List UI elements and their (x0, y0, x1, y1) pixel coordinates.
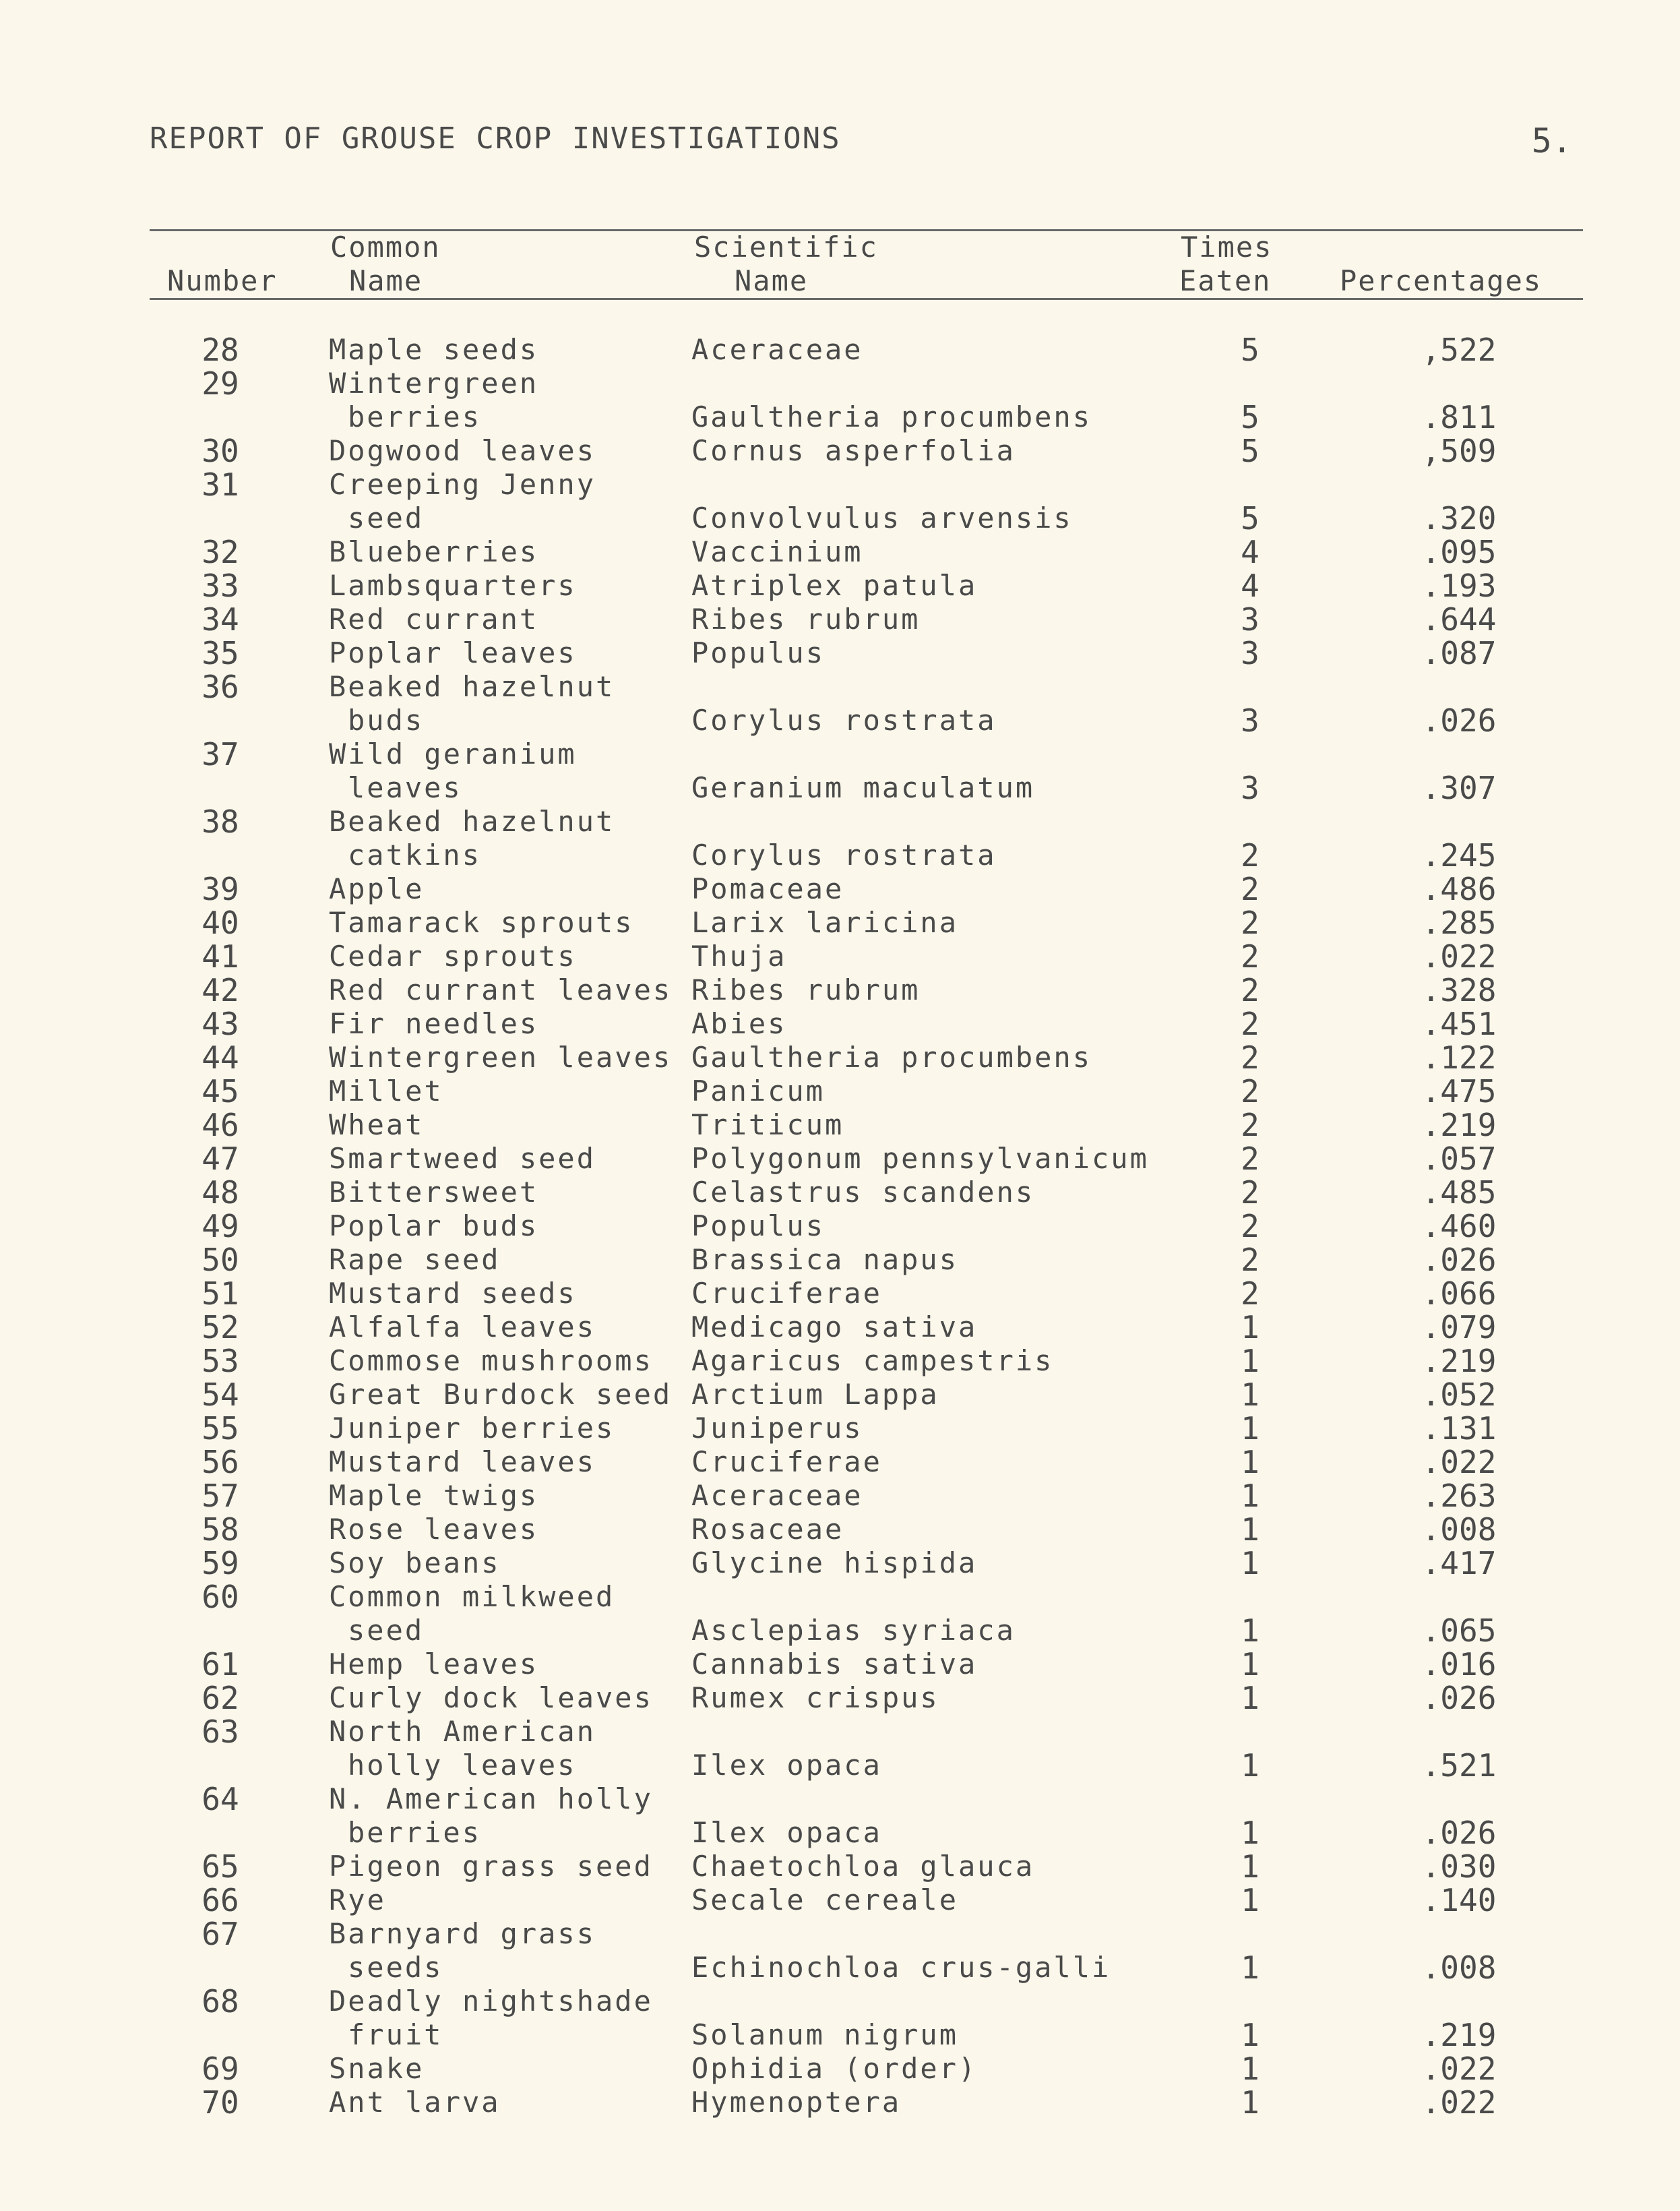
percentage: .026 (1421, 1680, 1497, 1716)
times-eaten: 1 (1241, 1949, 1259, 1986)
scientific-name: Aceraceae (691, 1479, 863, 1512)
table-row (0, 1513, 1680, 1546)
common-name: Blueberries (329, 535, 539, 568)
table-row-continuation (0, 704, 1680, 737)
table-row (0, 1142, 1680, 1176)
row-number: 29 (201, 365, 239, 402)
times-eaten: 2 (1241, 972, 1259, 1008)
row-number: 69 (201, 2051, 239, 2087)
table-row (0, 872, 1680, 906)
scientific-name: Rumex crispus (691, 1681, 939, 1714)
row-number: 44 (201, 1039, 239, 1076)
row-number: 56 (201, 1444, 239, 1480)
row-number: 68 (201, 1983, 239, 2020)
times-eaten: 1 (1241, 1680, 1259, 1716)
scientific-name: Ilex opaca (691, 1749, 882, 1782)
common-name: holly leaves (348, 1749, 577, 1782)
common-name: leaves (348, 771, 462, 804)
times-eaten: 2 (1241, 1039, 1259, 1076)
times-eaten: 2 (1241, 837, 1259, 874)
row-number: 58 (201, 1511, 239, 1548)
row-number: 46 (201, 1107, 239, 1143)
common-name: berries (348, 1816, 482, 1849)
percentage: .219 (1421, 2017, 1497, 2053)
percentage: .066 (1421, 1275, 1497, 1312)
scientific-name: Triticum (691, 1108, 844, 1141)
table-row (0, 1310, 1680, 1344)
table-row-continuation (0, 2018, 1680, 2052)
table-row (0, 1479, 1680, 1513)
common-name: Deadly nightshade (329, 1985, 653, 2018)
times-eaten: 5 (1241, 399, 1259, 435)
times-eaten: 1 (1241, 1376, 1259, 1413)
row-number: 49 (201, 1208, 239, 1244)
times-eaten: 2 (1241, 1242, 1259, 1278)
table-row (0, 1850, 1680, 1883)
scientific-name: Ilex opaca (691, 1816, 882, 1849)
common-name: North American (329, 1715, 596, 1748)
scientific-name: Ophidia (order) (691, 2052, 978, 2085)
percentage: .022 (1421, 1444, 1497, 1480)
report-title: REPORT OF GROUSE CROP INVESTIGATIONS (150, 121, 841, 156)
table-row (0, 940, 1680, 973)
percentage: .022 (1421, 938, 1497, 975)
scientific-name: Asclepias syriaca (691, 1614, 1016, 1647)
common-name: Wild geranium (329, 737, 577, 770)
common-name: Maple twigs (329, 1479, 539, 1512)
table-row-continuation (0, 1749, 1680, 1782)
scientific-name: Ribes rubrum (691, 973, 921, 1006)
common-name: Commose mushrooms (329, 1344, 653, 1377)
percentage: .811 (1421, 399, 1497, 435)
column-header-common-line1: Common (330, 231, 441, 264)
common-name: Rape seed (329, 1243, 501, 1276)
percentage: .263 (1421, 1478, 1497, 1514)
table-row (0, 1883, 1680, 1917)
scientific-name: Convolvulus arvensis (691, 502, 1073, 535)
column-header-common-line2: Name (349, 264, 423, 297)
row-number: 59 (201, 1545, 239, 1581)
scientific-name: Juniperus (691, 1412, 863, 1445)
table-row-continuation (0, 1614, 1680, 1647)
common-name: Dogwood leaves (329, 434, 596, 467)
times-eaten: 2 (1241, 1275, 1259, 1312)
common-name: Creeping Jenny (329, 468, 596, 501)
row-number: 55 (201, 1410, 239, 1447)
times-eaten: 2 (1241, 1141, 1259, 1177)
times-eaten: 2 (1241, 905, 1259, 941)
percentage: .026 (1421, 1815, 1497, 1851)
table-row (0, 1546, 1680, 1580)
table-row (0, 1782, 1680, 1816)
times-eaten: 1 (1241, 2017, 1259, 2053)
percentage: .095 (1421, 534, 1497, 570)
row-number: 39 (201, 871, 239, 907)
table-row (0, 569, 1680, 603)
common-name: Great Burdock seed (329, 1378, 673, 1411)
times-eaten: 1 (1241, 1612, 1259, 1649)
scientific-name: Glycine hispida (691, 1546, 978, 1579)
common-name: Maple seeds (329, 333, 539, 366)
percentage: .052 (1421, 1376, 1497, 1413)
times-eaten: 1 (1241, 2084, 1259, 2121)
times-eaten: 1 (1241, 1747, 1259, 1784)
scientific-name: Arctium Lappa (691, 1378, 939, 1411)
table-row-continuation (0, 771, 1680, 805)
scientific-name: Corylus rostrata (691, 704, 997, 737)
common-name: berries (348, 400, 482, 433)
row-number: 37 (201, 736, 239, 773)
percentage: .030 (1421, 1848, 1497, 1885)
row-number: 28 (201, 332, 239, 368)
common-name: Apple (329, 872, 425, 905)
scientific-name: Secale cereale (691, 1883, 959, 1916)
column-header-scientific-line2: Name (735, 264, 809, 297)
percentage: .016 (1421, 1646, 1497, 1683)
common-name: N. American holly (329, 1782, 653, 1815)
times-eaten: 1 (1241, 1815, 1259, 1851)
table-row (0, 1209, 1680, 1243)
row-number: 41 (201, 938, 239, 975)
percentage: .087 (1421, 635, 1497, 671)
scientific-name: Polygonum pennsylvanicum (691, 1142, 1149, 1175)
table-row (0, 1580, 1680, 1614)
scientific-name: Thuja (691, 940, 787, 973)
percentage: .193 (1421, 568, 1497, 604)
common-name: Smartweed seed (329, 1142, 596, 1175)
table-row (0, 1647, 1680, 1681)
scientific-name: Cannabis sativa (691, 1647, 978, 1680)
percentage: .008 (1421, 1949, 1497, 1986)
table-row-continuation (0, 1816, 1680, 1850)
percentage: .485 (1421, 1174, 1497, 1211)
scientific-name: Chaetochloa glauca (691, 1850, 1035, 1883)
common-name: seed (348, 1614, 425, 1647)
common-name: Red currant leaves (329, 973, 673, 1006)
table-row-continuation (0, 1951, 1680, 1985)
row-number: 63 (201, 1714, 239, 1750)
common-name: catkins (348, 839, 482, 872)
scientific-name: Pomaceae (691, 872, 844, 905)
times-eaten: 5 (1241, 332, 1259, 368)
row-number: 43 (201, 1006, 239, 1042)
row-number: 52 (201, 1309, 239, 1345)
row-number: 40 (201, 905, 239, 941)
table-row (0, 1041, 1680, 1074)
percentage: .219 (1421, 1107, 1497, 1143)
scientific-name: Agaricus campestris (691, 1344, 1054, 1377)
scientific-name: Populus (691, 636, 826, 669)
percentage: .022 (1421, 2084, 1497, 2121)
row-number: 36 (201, 669, 239, 705)
common-name: Cedar sprouts (329, 940, 577, 973)
common-name: Millet (329, 1074, 443, 1108)
common-name: Mustard leaves (329, 1445, 596, 1478)
percentage: .285 (1421, 905, 1497, 941)
row-number: 45 (201, 1073, 239, 1110)
table-row (0, 737, 1680, 771)
table-row (0, 1681, 1680, 1715)
table-row (0, 1243, 1680, 1277)
scientific-name: Medicago sativa (691, 1310, 978, 1343)
table-row (0, 434, 1680, 468)
scientific-name: Geranium maculatum (691, 771, 1035, 804)
times-eaten: 1 (1241, 1309, 1259, 1345)
percentage: .245 (1421, 837, 1497, 874)
percentage: .131 (1421, 1410, 1497, 1447)
times-eaten: 1 (1241, 1646, 1259, 1683)
row-number: 31 (201, 466, 239, 503)
table-row (0, 1715, 1680, 1749)
scientific-name: Ribes rubrum (691, 603, 921, 636)
times-eaten: 1 (1241, 1882, 1259, 1918)
scientific-name: Rosaceae (691, 1513, 844, 1546)
percentage: .026 (1421, 702, 1497, 739)
scientific-name: Abies (691, 1007, 787, 1040)
table-row-continuation (0, 400, 1680, 434)
row-number: 62 (201, 1680, 239, 1716)
row-number: 30 (201, 433, 239, 469)
common-name: Snake (329, 2052, 425, 2085)
times-eaten: 1 (1241, 1410, 1259, 1447)
table-row-continuation (0, 502, 1680, 535)
row-number: 34 (201, 601, 239, 638)
times-eaten: 2 (1241, 938, 1259, 975)
row-number: 57 (201, 1478, 239, 1514)
table-row (0, 1378, 1680, 1412)
times-eaten: 2 (1241, 1208, 1259, 1244)
table-row (0, 535, 1680, 569)
common-name: buds (348, 704, 425, 737)
table-row (0, 906, 1680, 940)
times-eaten: 1 (1241, 1343, 1259, 1379)
row-number: 32 (201, 534, 239, 570)
table-row (0, 468, 1680, 502)
percentage: .140 (1421, 1882, 1497, 1918)
table-row (0, 603, 1680, 636)
percentage: .320 (1421, 500, 1497, 537)
percentage: .417 (1421, 1545, 1497, 1581)
common-name: fruit (348, 2018, 443, 2051)
percentage: .460 (1421, 1208, 1497, 1244)
times-eaten: 2 (1241, 1073, 1259, 1110)
common-name: Juniper berries (329, 1412, 615, 1445)
percentage: .079 (1421, 1309, 1497, 1345)
scientific-name: Cornus asperfolia (691, 434, 1016, 467)
table-row (0, 1277, 1680, 1310)
percentage: .026 (1421, 1242, 1497, 1278)
common-name: Hemp leaves (329, 1647, 539, 1680)
row-number: 50 (201, 1242, 239, 1278)
common-name: Bittersweet (329, 1176, 539, 1209)
common-name: Mustard seeds (329, 1277, 577, 1310)
percentage: .475 (1421, 1073, 1497, 1110)
row-number: 53 (201, 1343, 239, 1379)
common-name: Lambsquarters (329, 569, 577, 602)
row-number: 70 (201, 2084, 239, 2121)
percentage: .022 (1421, 2051, 1497, 2087)
scientific-name: Solanum nigrum (691, 2018, 959, 2051)
row-number: 60 (201, 1579, 239, 1615)
table-row (0, 1007, 1680, 1041)
percentage: .521 (1421, 1747, 1497, 1784)
percentage: .122 (1421, 1039, 1497, 1076)
common-name: Soy beans (329, 1546, 501, 1579)
times-eaten: 3 (1241, 635, 1259, 671)
table-row (0, 973, 1680, 1007)
row-number: 35 (201, 635, 239, 671)
times-eaten: 2 (1241, 1174, 1259, 1211)
row-number: 67 (201, 1916, 239, 1952)
scientific-name: Corylus rostrata (691, 839, 997, 872)
common-name: Fir needles (329, 1007, 539, 1040)
row-number: 65 (201, 1848, 239, 1885)
row-number: 66 (201, 1882, 239, 1918)
row-number: 51 (201, 1275, 239, 1312)
times-eaten: 3 (1241, 770, 1259, 806)
scientific-name: Gaultheria procumbens (691, 400, 1092, 433)
table-row (0, 333, 1680, 367)
common-name: Beaked hazelnut (329, 670, 615, 703)
scientific-name: Celastrus scandens (691, 1176, 1035, 1209)
times-eaten: 4 (1241, 568, 1259, 604)
scientific-name: Populus (691, 1209, 826, 1242)
table-row-continuation (0, 839, 1680, 872)
common-name: Beaked hazelnut (329, 805, 615, 838)
column-header-scientific-line1: Scientific (694, 231, 878, 264)
percentage: .644 (1421, 601, 1497, 638)
common-name: Poplar leaves (329, 636, 577, 669)
percentage: ,509 (1421, 433, 1497, 469)
common-name: Rose leaves (329, 1513, 539, 1546)
table-row (0, 1108, 1680, 1142)
table-row (0, 670, 1680, 704)
scientific-name: Gaultheria procumbens (691, 1041, 1092, 1074)
common-name: Common milkweed (329, 1580, 615, 1613)
table-row (0, 1344, 1680, 1378)
common-name: Ant larva (329, 2086, 501, 2119)
times-eaten: 3 (1241, 601, 1259, 638)
scientific-name: Hymenoptera (691, 2086, 902, 2119)
percentage: .328 (1421, 972, 1497, 1008)
common-name: Tamarack sprouts (329, 906, 634, 939)
common-name: Wheat (329, 1108, 425, 1141)
common-name: Red currant (329, 603, 539, 636)
table-row (0, 636, 1680, 670)
common-name: Curly dock leaves (329, 1681, 653, 1714)
scientific-name: Vaccinium (691, 535, 863, 568)
times-eaten: 2 (1241, 871, 1259, 907)
common-name: Alfalfa leaves (329, 1310, 596, 1343)
scientific-name: Cruciferae (691, 1445, 882, 1478)
row-number: 47 (201, 1141, 239, 1177)
percentage: .008 (1421, 1511, 1497, 1548)
common-name: Poplar buds (329, 1209, 539, 1242)
times-eaten: 1 (1241, 1444, 1259, 1480)
times-eaten: 5 (1241, 500, 1259, 537)
common-name: seed (348, 502, 425, 535)
row-number: 33 (201, 568, 239, 604)
percentage: .307 (1421, 770, 1497, 806)
table-row (0, 2086, 1680, 2119)
times-eaten: 1 (1241, 1511, 1259, 1548)
table-row (0, 367, 1680, 400)
table-row (0, 1445, 1680, 1479)
percentage: .451 (1421, 1006, 1497, 1042)
times-eaten: 4 (1241, 534, 1259, 570)
percentage: .057 (1421, 1141, 1497, 1177)
common-name: Wintergreen (329, 367, 539, 400)
common-name: Barnyard grass (329, 1917, 596, 1950)
table-row (0, 1917, 1680, 1951)
scientific-name: Atriplex patula (691, 569, 978, 602)
scientific-name: Echinochloa crus-galli (691, 1951, 1111, 1984)
row-number: 38 (201, 804, 239, 840)
column-header-number: Number (167, 264, 278, 297)
times-eaten: 2 (1241, 1107, 1259, 1143)
table-row (0, 1176, 1680, 1209)
times-eaten: 1 (1241, 1848, 1259, 1885)
percentage: ,522 (1421, 332, 1497, 368)
percentage: .219 (1421, 1343, 1497, 1379)
scientific-name: Brassica napus (691, 1243, 959, 1276)
times-eaten: 1 (1241, 1545, 1259, 1581)
times-eaten: 5 (1241, 433, 1259, 469)
row-number: 64 (201, 1781, 239, 1817)
scientific-name: Aceraceae (691, 333, 863, 366)
times-eaten: 1 (1241, 2051, 1259, 2087)
common-name: Wintergreen leaves (329, 1041, 673, 1074)
row-number: 42 (201, 972, 239, 1008)
row-number: 61 (201, 1646, 239, 1683)
table-row (0, 2052, 1680, 2086)
scientific-name: Cruciferae (691, 1277, 882, 1310)
column-header-times-line2: Eaten (1179, 264, 1272, 297)
percentage: .065 (1421, 1612, 1497, 1649)
scientific-name: Larix laricina (691, 906, 959, 939)
table-row (0, 1985, 1680, 2018)
common-name: Pigeon grass seed (329, 1850, 653, 1883)
column-header-times-line1: Times (1181, 231, 1273, 264)
row-number: 54 (201, 1376, 239, 1413)
page-number: 5. (1531, 121, 1572, 160)
times-eaten: 1 (1241, 1478, 1259, 1514)
times-eaten: 2 (1241, 1006, 1259, 1042)
common-name: Rye (329, 1883, 386, 1916)
table-row (0, 1074, 1680, 1108)
times-eaten: 3 (1241, 702, 1259, 739)
table-row (0, 805, 1680, 839)
scientific-name: Panicum (691, 1074, 826, 1108)
column-header-percentages: Percentages (1340, 264, 1543, 297)
percentage: .486 (1421, 871, 1497, 907)
table-row (0, 1412, 1680, 1445)
row-number: 48 (201, 1174, 239, 1211)
common-name: seeds (348, 1951, 443, 1984)
